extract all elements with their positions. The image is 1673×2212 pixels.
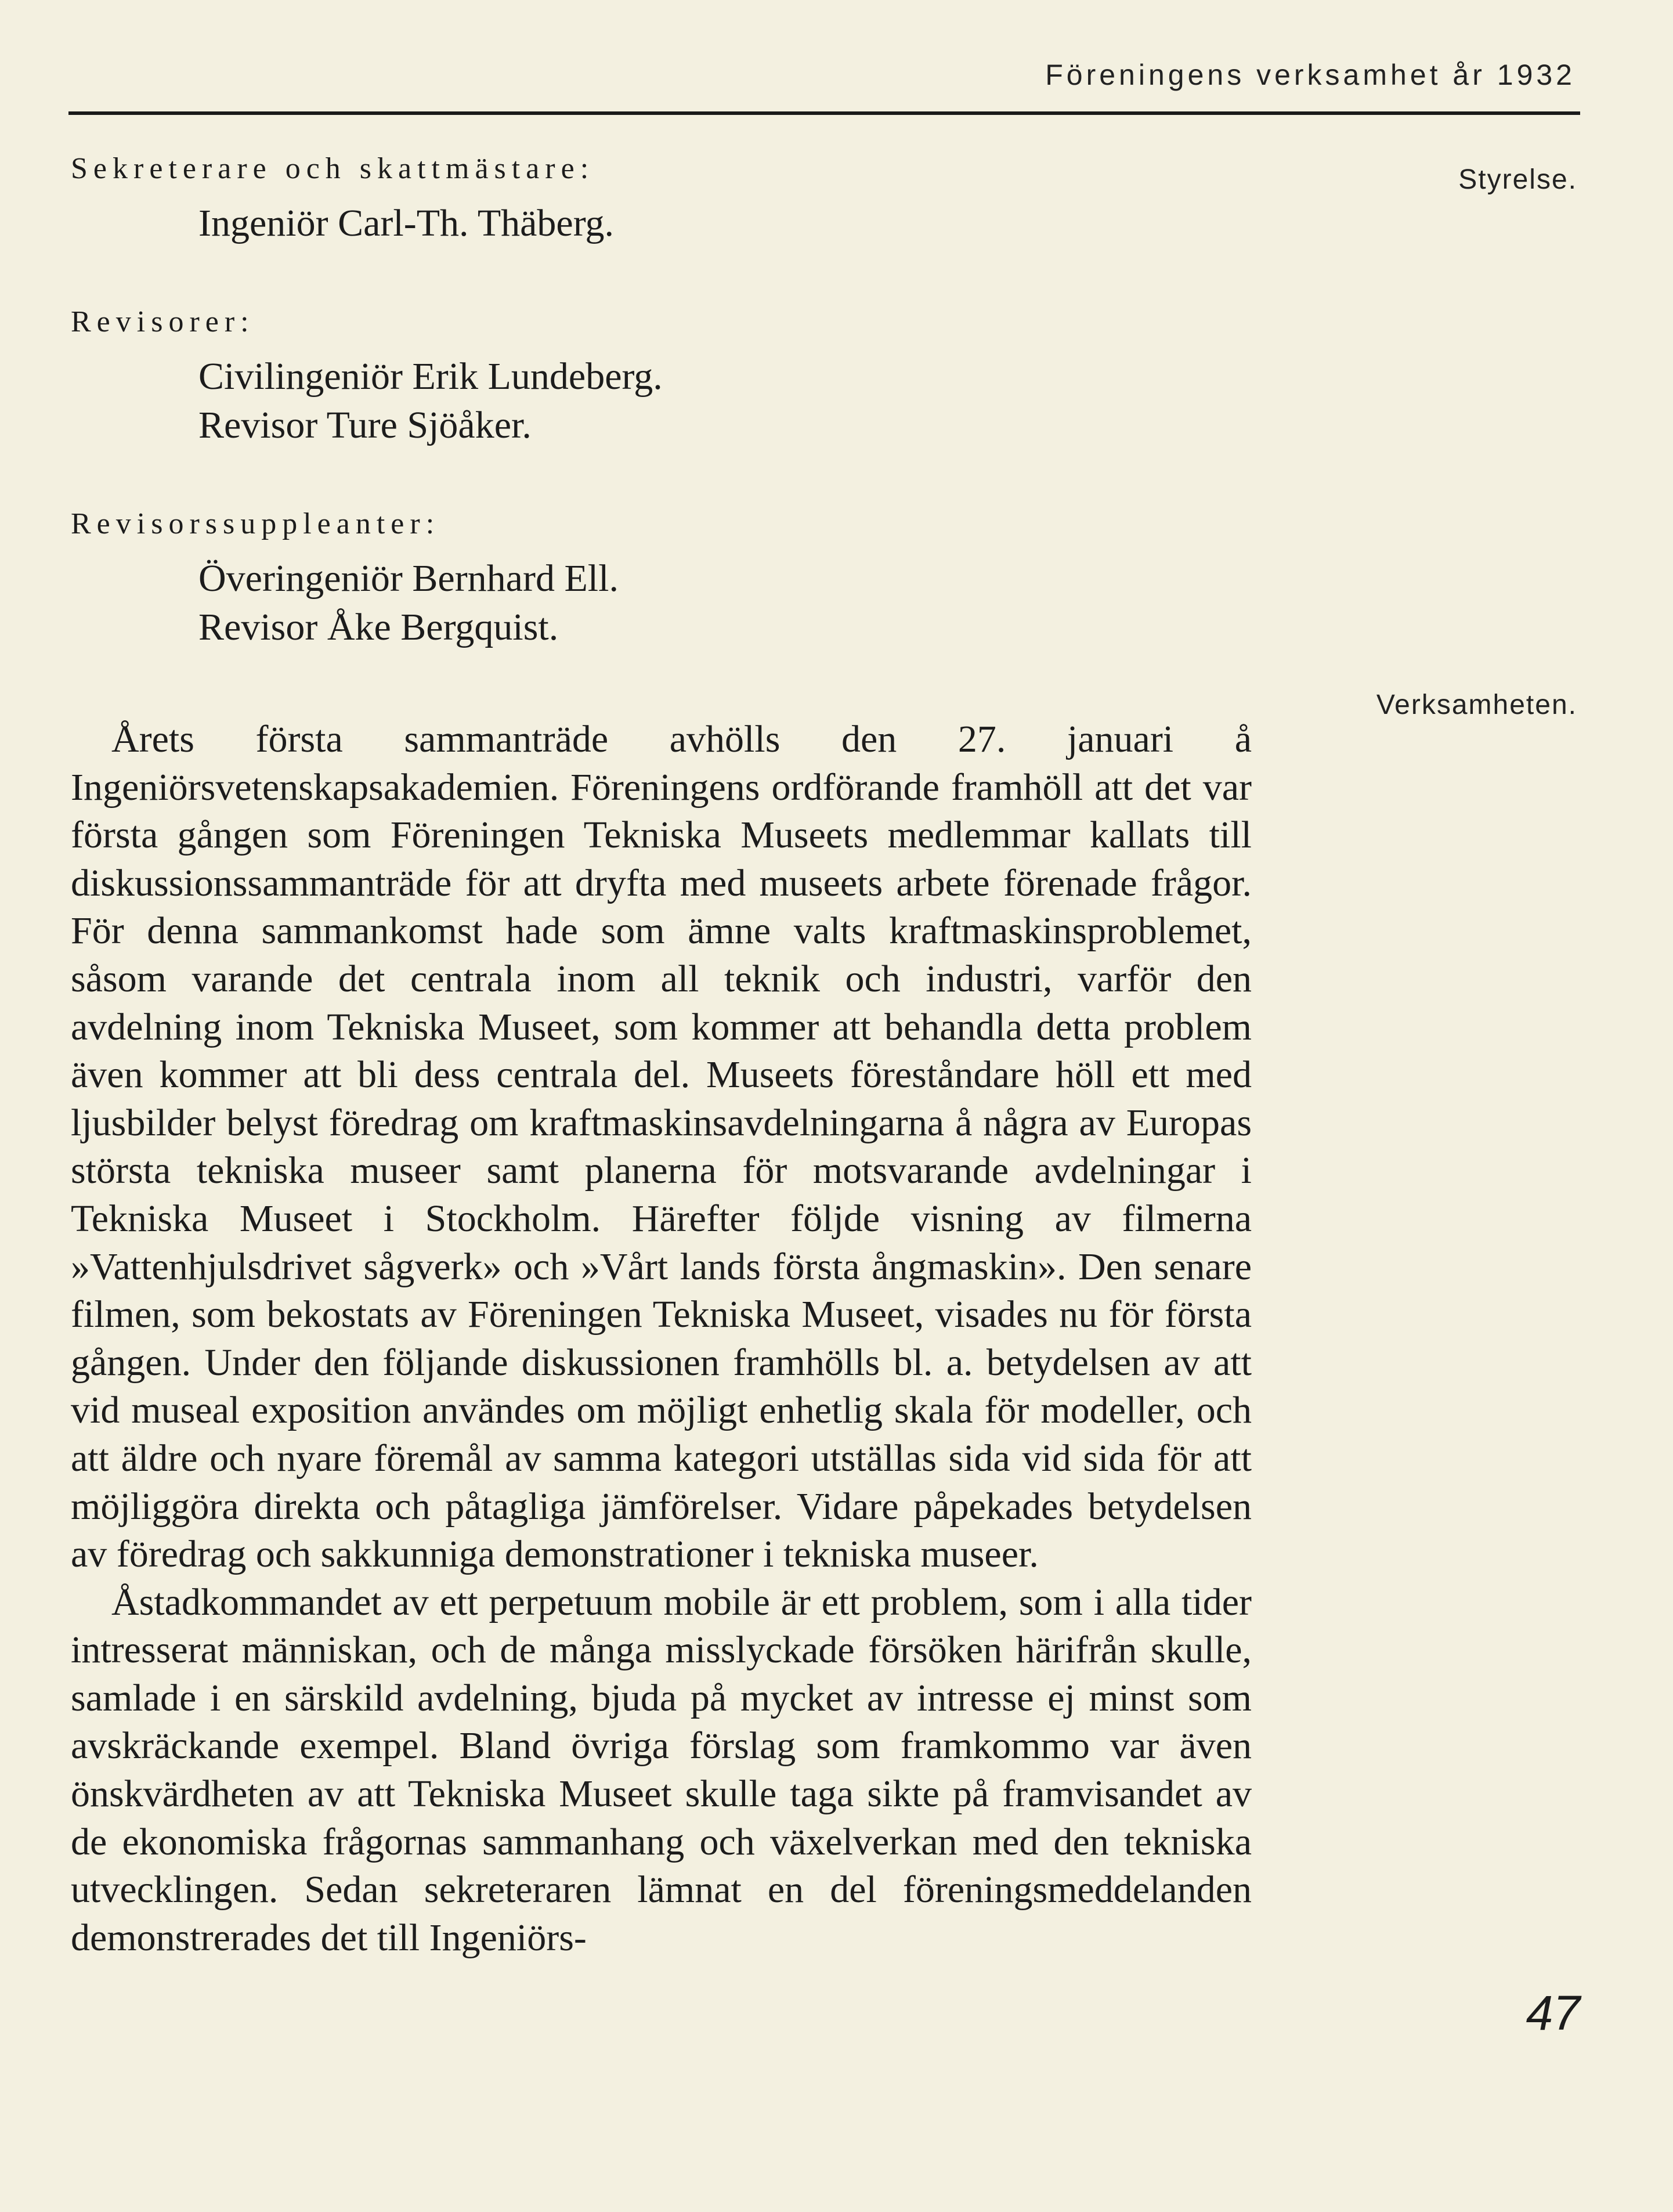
page-number: 47	[1526, 1986, 1580, 2040]
officer-name: Revisor Åke Bergquist.	[198, 606, 559, 648]
body-paragraph: Årets första sammanträde avhölls den 27. januari å Ingeniörsvetenskapsakademien. Föreningens ordförande framhöll att det var första gången som Föreningen Tekniska Museets medlemmar kallats till diskussionssammanträde för att dryfta med museets arbete förenade frågor. För denna sammankomst hade som ämne valts kraftmaskinsproblemet, såsom varande det centrala inom all teknik och industri, varför den avdelning inom Tekniska Museet, som kommer att behandla detta problem även kommer att bli dess centrala del. Museets föreståndare höll ett med ljusbilder belyst föredrag om kraftmaskinsavdelningarna å några av Europas största tekniska museer samt planerna för motsvarande avdelningar i Tekniska Museet i Stockholm. Härefter följde visning av filmerna »Vattenhjulsdrivet sågverk» och »Vårt lands första ångmaskin». Den senare filmen, som bekostats av Föreningen Tekniska Museet, visades nu för första gången. Under den följande diskussionen framhölls bl. a. betydelsen av att vid museal exposition användes om möjligt enhetlig skala för modeller, och att äldre och nyare föremål av samma kategori utställas sida vid sida för att möjliggöra direkta och påtagliga jämförelser. Vidare påpekades betydelsen av föredrag och sakkunniga demonstrationer i tekniska museer.	[71, 718, 1252, 1576]
body-paragraph: Åstadkommandet av ett perpetuum mobile är ett problem, som i alla tider intresserat människan, och de många misslyckade försöken härifrån skulle, samlade i en särskild avdelning, bjuda på mycket av intresse ej minst som avskräckande exempel. Bland övriga förslag som framkommo var även önskvärdheten av att Tekniska Museet skulle taga sikte på framvisandet av de ekonomiska frågornas sammanhang och växelverkan med den tekniska utvecklingen. Sedan sekreteraren lämnat en del föreningsmeddelanden demonstrerades det till Ingeniörs-	[71, 1580, 1252, 1959]
officer-name: Ingeniör Carl-Th. Thäberg.	[198, 202, 615, 244]
officer-block-secretary	[71, 148, 1252, 248]
officer-block-auditors	[71, 301, 1252, 450]
running-head-title: Föreningens verksamhet år 1932	[1045, 59, 1576, 91]
role-label: Revisorssuppleanter:	[71, 507, 440, 540]
margin-note-board: Styrelse.	[1458, 164, 1577, 195]
name-list	[198, 352, 1252, 450]
name-list	[198, 199, 1252, 248]
officer-name: Revisor Ture Sjöåker.	[198, 404, 532, 446]
role-label: Sekreterare och skattmästare:	[71, 152, 595, 185]
role-label: Revisorer:	[71, 305, 255, 338]
main-text-column	[71, 148, 1252, 1962]
margin-note-activities: Verksamheten.	[1376, 690, 1577, 720]
officer-name: Civilingeniör Erik Lundeberg.	[198, 355, 663, 398]
officer-name: Överingeniör Bernhard Ell.	[198, 557, 619, 600]
header-rule	[68, 111, 1580, 115]
officer-block-deputy-auditors	[71, 503, 1252, 652]
name-list	[198, 554, 1252, 652]
